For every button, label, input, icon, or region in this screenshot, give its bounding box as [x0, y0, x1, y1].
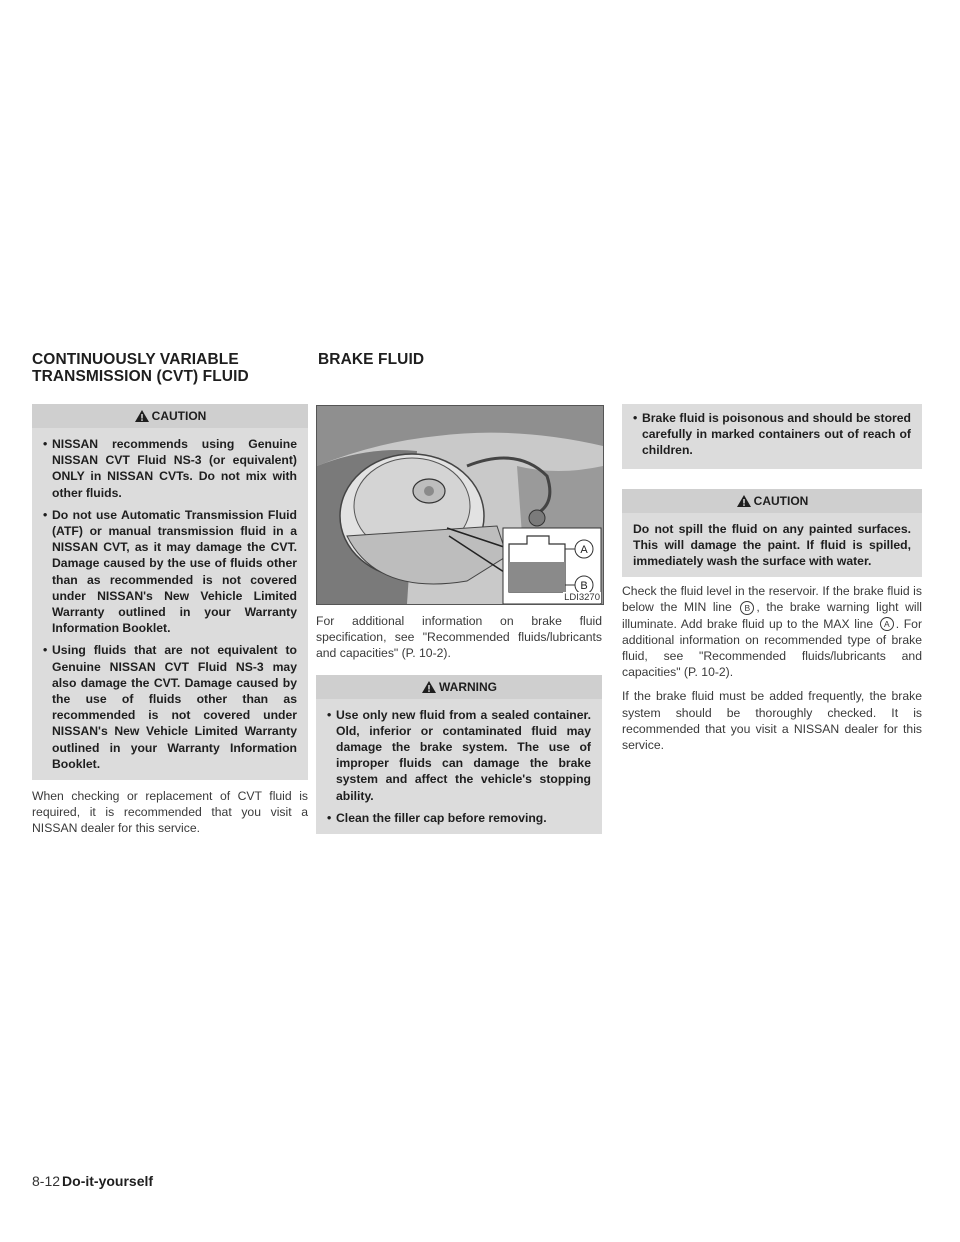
warning-triangle-icon: [134, 409, 150, 423]
caution-title: CAUTION: [151, 409, 207, 423]
paint-caution-box: [622, 489, 922, 578]
bullet-mark: •: [43, 507, 48, 522]
bullet-text: NISSAN recommends using Genuine NISSAN CVT Fluid NS-3 (or equivalent) ONLY in NISSAN CVTs. Do not mix with other fluids.: [52, 437, 297, 500]
warning-title: WARNING: [439, 679, 497, 694]
bullet-mark: •: [327, 707, 332, 722]
bullet-text: Clean the filler cap before removing.: [336, 810, 547, 825]
figure-code: LDI3270: [564, 592, 600, 603]
bullet-mark: •: [43, 643, 48, 658]
column-brake-continued: [622, 404, 922, 753]
fluid-level-text-3: . For additional information on recommended type of brake fluid, see "Recommended fluids/lubricants and capacities" (P. 10-2).: [622, 616, 923, 680]
brake-warning-box: [316, 675, 602, 834]
brake-reservoir-figure: [316, 405, 604, 605]
bullet-text: Brake fluid is poisonous and should be stored carefully in marked containers out of reach of children.: [642, 411, 911, 458]
cvt-heading-line2: TRANSMISSION (CVT) FLUID: [32, 368, 249, 385]
bullet-mark: •: [327, 810, 332, 825]
paint-caution-text: Do not spill the fluid on any painted surfaces. This will damage the paint. If fluid is spilled, immediately wash the surface with water.: [633, 521, 911, 569]
brake-spec-paragraph: For additional information on brake fluid specification, see "Recommended fluids/lubricants and capacities" (P. 10-2).: [316, 614, 602, 661]
warning-continued-body: [622, 404, 922, 469]
figure-label-a: A: [580, 544, 588, 556]
figure-label-b: B: [580, 580, 588, 592]
bullet-mark: •: [43, 437, 48, 451]
bullet-text: Using fluids that are not equivalent to Genuine NISSAN CVT Fluid NS-3 may also damage the CVT. Damage caused by the use of fluids other than as recommended is not covered under NISSAN's New Vehicle Limited Warranty outlined in your Warranty Information Booklet.: [52, 643, 297, 771]
bullet-text: Do not use Automatic Transmission Fluid (ATF) or manual transmission fluid in a NISSAN CVT, as it may damage the CVT. Damage caused by the use of fluids other than as recommended is not covered under NISSAN's New Vehicle Limited Warranty outlined in your Warranty Information Booklet.: [52, 507, 297, 636]
cvt-service-paragraph: When checking or replacement of CVT fluid is required, it is recommended that you visit a NISSAN dealer for this service.: [32, 789, 308, 836]
column-cvt: [32, 404, 308, 837]
caution-bullet: [43, 642, 297, 772]
cvt-fluid-heading: [32, 351, 249, 385]
warning-triangle-icon: [421, 680, 437, 694]
caution-body: [32, 428, 308, 780]
caution-bullet: [43, 436, 297, 501]
section-name: Do-it-yourself: [62, 1173, 154, 1189]
brake-fluid-heading: BRAKE FLUID: [318, 351, 425, 368]
warning-title-bar: [316, 675, 602, 699]
fluid-level-paragraph: [622, 583, 922, 680]
warning-bullet: [327, 707, 591, 804]
frequent-addition-paragraph: If the brake fluid must be added frequently, the brake system should be thoroughly checked. It is recommended that you visit a NISSAN dealer for this service.: [622, 689, 922, 753]
caution-title-bar: [32, 404, 308, 428]
caution-bullet: [43, 507, 297, 637]
page-number: 8-12: [32, 1173, 61, 1189]
warning-bullet: [633, 410, 911, 459]
marker-b: B: [740, 601, 754, 615]
caution-title: CAUTION: [753, 493, 809, 508]
cvt-heading-line1: CONTINUOUSLY VARIABLE: [32, 351, 239, 368]
warning-bullet: [327, 810, 591, 826]
column-brake: [316, 405, 602, 834]
bullet-mark: •: [633, 411, 638, 425]
warning-continued-box: [622, 404, 922, 469]
warning-triangle-icon: [736, 494, 752, 508]
marker-a: A: [880, 617, 894, 631]
bullet-text: Use only new fluid from a sealed container. Old, inferior or contaminated fluid may damage the brake system. The use of improper fluids can damage the brake system and affect the vehicle's stopping ability.: [336, 707, 591, 803]
cvt-caution-box: [32, 404, 308, 780]
caution-title-bar: [622, 489, 922, 513]
warning-body: [316, 699, 602, 834]
fluid-level-text-1: Check the fluid level in the reservoir. If the brake fluid is below the MIN line: [622, 584, 922, 615]
brake-reservoir-illustration: [317, 406, 603, 604]
fluid-level-text-2: , the brake warning light will illuminate. Add brake fluid up to the MAX line: [622, 600, 923, 631]
page-footer: [32, 1173, 153, 1189]
